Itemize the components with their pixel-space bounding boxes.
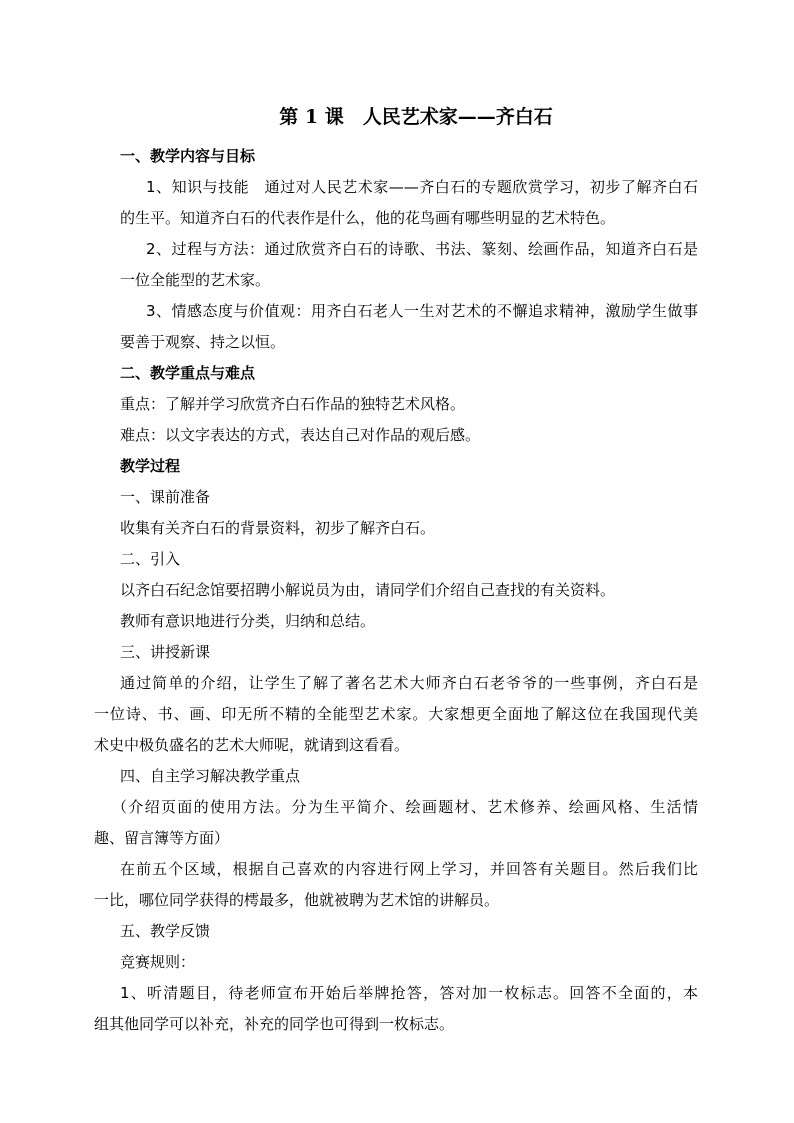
section-heading: 教学过程 (120, 457, 181, 475)
paragraph-line: 教师有意识地进行分类，归纳和总结。 (120, 612, 376, 630)
paragraph-line: 术史中极负盛名的艺术大师呢，就请到这看看。 (94, 736, 410, 754)
paragraph-line: 一位全能型的艺术家。 (120, 271, 271, 289)
paragraph-line: 重点：了解并学习欣赏齐白石作品的独特艺术风格。 (120, 395, 466, 413)
subsection-heading: 五、教学反馈 (120, 922, 211, 940)
paragraph-line: 1、知识与技能 通过对人民艺术家——齐白石的专题欣赏学习，初步了解齐白石 (146, 178, 698, 196)
paragraph-line: （介绍页面的使用方法。分为生平简介、绘画题材、艺术修养、绘画风格、生活情 (112, 798, 698, 816)
paragraph-line: 一位诗、书、画、印无所不精的全能型艺术家。大家想更全面地了解这位在我国现代美 (94, 705, 698, 723)
subsection-heading: 二、引入 (120, 550, 181, 568)
subsection-heading: 四、自主学习解决教学重点 (120, 767, 301, 785)
page-title: 第 1 课 人民艺术家——齐白石 (279, 106, 553, 128)
paragraph-line: 的生平。知道齐白石的代表作是什么，他的花鸟画有哪些明显的艺术特色。 (120, 209, 616, 227)
subsection-heading: 三、讲授新课 (120, 643, 211, 661)
paragraph-line: 竞赛规则： (120, 953, 196, 971)
paragraph-line: 组其他同学可以补充，补充的同学也可得到一枚标志。 (94, 1015, 455, 1033)
paragraph-line: 一比，哪位同学获得的樗最多，他就被聘为艺术馆的讲解员。 (94, 891, 500, 909)
paragraph-line: 趣、留言簿等方面） (94, 829, 230, 847)
section-heading: 一、教学内容与目标 (120, 147, 256, 165)
paragraph-line: 2、过程与方法：通过欣赏齐白石的诗歌、书法、篆刻、绘画作品，知道齐白石是 (146, 240, 698, 258)
paragraph-line: 收集有关齐白石的背景资料，初步了解齐白石。 (120, 519, 436, 537)
section-heading: 二、教学重点与难点 (120, 364, 256, 382)
subsection-heading: 一、课前准备 (120, 488, 211, 506)
paragraph-line: 1、听清题目，待老师宣布开始后举牌抢答，答对加一枚标志。回答不全面的，本 (120, 984, 698, 1002)
paragraph-line: 难点：以文字表达的方式，表达自己对作品的观后感。 (120, 426, 481, 444)
paragraph-line: 在前五个区域，根据自己喜欢的内容进行网上学习，并回答有关题目。然后我们比 (120, 860, 698, 878)
paragraph-line: 3、情感态度与价值观：用齐白石老人一生对艺术的不懈追求精神，激励学生做事 (146, 302, 698, 320)
paragraph-line: 以齐白石纪念馆要招聘小解说员为由，请同学们介绍自己查找的有关资料。 (120, 581, 616, 599)
paragraph-line: 要善于观察、持之以恒。 (120, 333, 286, 351)
paragraph-line: 通过简单的介绍，让学生了解了著名艺术大师齐白石老爷爷的一些事例，齐白石是 (120, 674, 698, 692)
